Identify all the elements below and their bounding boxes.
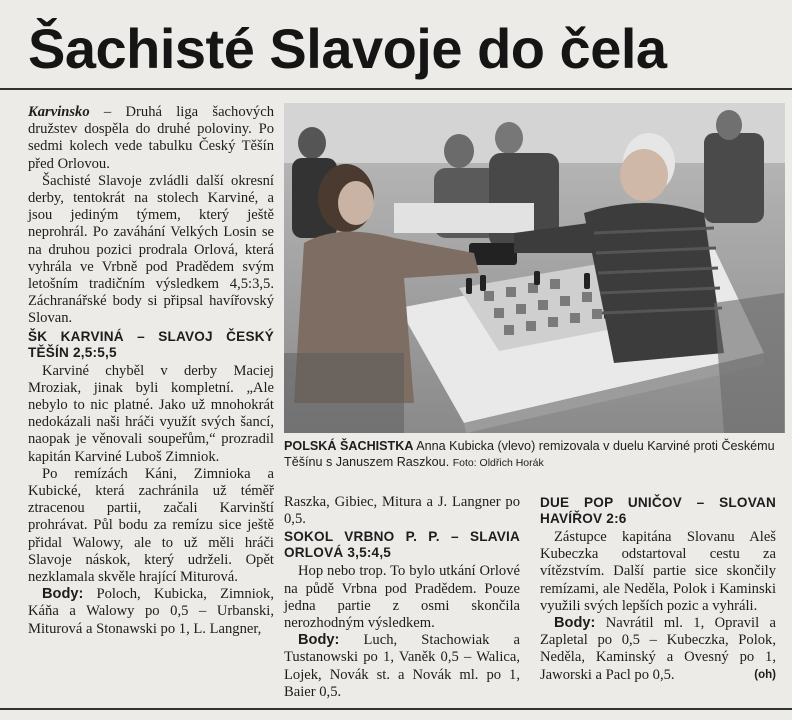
lead-paragraph	[28, 104, 274, 173]
paragraph: Zástupce kapitána Slovanu Aleš Kubeczka odstartoval cestu za vítězstvím. Další partie sice skončily remízami, ale Neděla, Polok i Kaminski využili svých lepších pozic a vyhráli.	[540, 529, 776, 614]
points-paragraph	[540, 615, 776, 684]
lead-text: – Druhá liga šachových družstev dospěla do druhé poloviny. Po sedmi kolech vede tabulku Český Těšín před Orlovou.	[28, 104, 274, 172]
paragraph: Raszka, Gibiec, Mitura a J. Langner po 0,5.	[284, 494, 520, 528]
points-text: Navrátil ml. 1, Opravil a Zapletal po 0,5 – Kubeczka, Polok, Neděla, Kaminský a Ovesný po 1, Jaworski a Pacl po 0,5.	[540, 615, 776, 683]
points-text: Poloch, Kubicka, Zimniok, Káňa a Walowy po 0,5 – Urbanski, Miturová a Stonawski po 1, L. Langner,	[28, 586, 274, 637]
article-column-3	[540, 494, 776, 684]
photo-credit: Foto: Oldřich Horák	[452, 457, 544, 469]
caption-head: POLSKÁ ŠACHISTKA	[284, 439, 414, 453]
body-label: Body:	[42, 586, 84, 603]
dateline-kicker: Karvinsko	[28, 104, 90, 120]
points-paragraph	[28, 586, 274, 638]
caption-text: Anna Kubicka (vlevo) remizovala v duelu Karviné proti Českému Těšínu s Januszem Raszkou.	[284, 439, 775, 469]
match-subhead: SOKOL VRBNO P. P. – SLAVIA ORLOVÁ 3,5:4,5	[284, 529, 520, 561]
body-label: Body:	[554, 615, 596, 632]
chess-photo	[284, 103, 785, 433]
match-subhead: DUE POP UNIČOV – SLOVAN HAVÍŘOV 2:6	[540, 495, 776, 526]
match-subhead: ŠK KARVINÁ – SLAVOJ ČESKÝ TĚŠÍN 2,5:5,5	[28, 328, 274, 360]
paragraph: Karviné chyběl v derby Maciej Mroziak, jinak byli kompletní. „Ale nebylo to nic platné. Jako už mnohokrát nedokázali naši hráči využít svých šancí, naopak je věnovali soupeřům,“ prozradil kapitán Karviné Luboš Zimniok.	[28, 362, 274, 465]
paragraph: Po remízách Káni, Zimnioka a Kubické, která zachránila už téměř ztracenou partii, začali Karvinští prohrávat. Půl bodu za remízu sice ještě přidal Walowy, ale to už měli hráči Slavoje náskok, který udrželi. Opět nezklamala skvěle hrající Miturová.	[28, 465, 274, 586]
headline-rule	[0, 88, 792, 90]
paragraph: Hop nebo trop. To bylo utkání Orlové na půdě Vrbna pod Pradědem. Pouze jedna partie z osmi skončila nerozhodným výsledkem.	[284, 563, 520, 632]
paragraph: Šachisté Slavoje zvládli další okresní derby, tentokrát na stolech Karviné, a jsou jediným týmem, který ještě neprohrál. Po zaváhání Velkých Losin se na druhou pozici prodrala Orlová, která vyhrála ve Vrbně pod Pradědem svým letošním tradičním výsledkem 4,5:3,5. Záchranářské body si připsal havířovský Slovan.	[28, 172, 274, 327]
article-column-1	[28, 104, 274, 638]
points-text: Luch, Stachowiak a Tustanowski po 1, Vaněk 0,5 – Walica, Lojek, Novák st. a Novák ml. po 1, Baier 0,5.	[284, 632, 520, 700]
bottom-rule	[0, 708, 792, 710]
photo-image	[284, 103, 785, 433]
article-column-2	[284, 494, 520, 701]
headline: Šachisté Slavoje do čela	[28, 17, 667, 80]
body-label: Body:	[298, 632, 340, 649]
points-paragraph	[284, 632, 520, 701]
author-signature: (oh)	[754, 668, 776, 681]
photo-caption	[284, 438, 784, 471]
